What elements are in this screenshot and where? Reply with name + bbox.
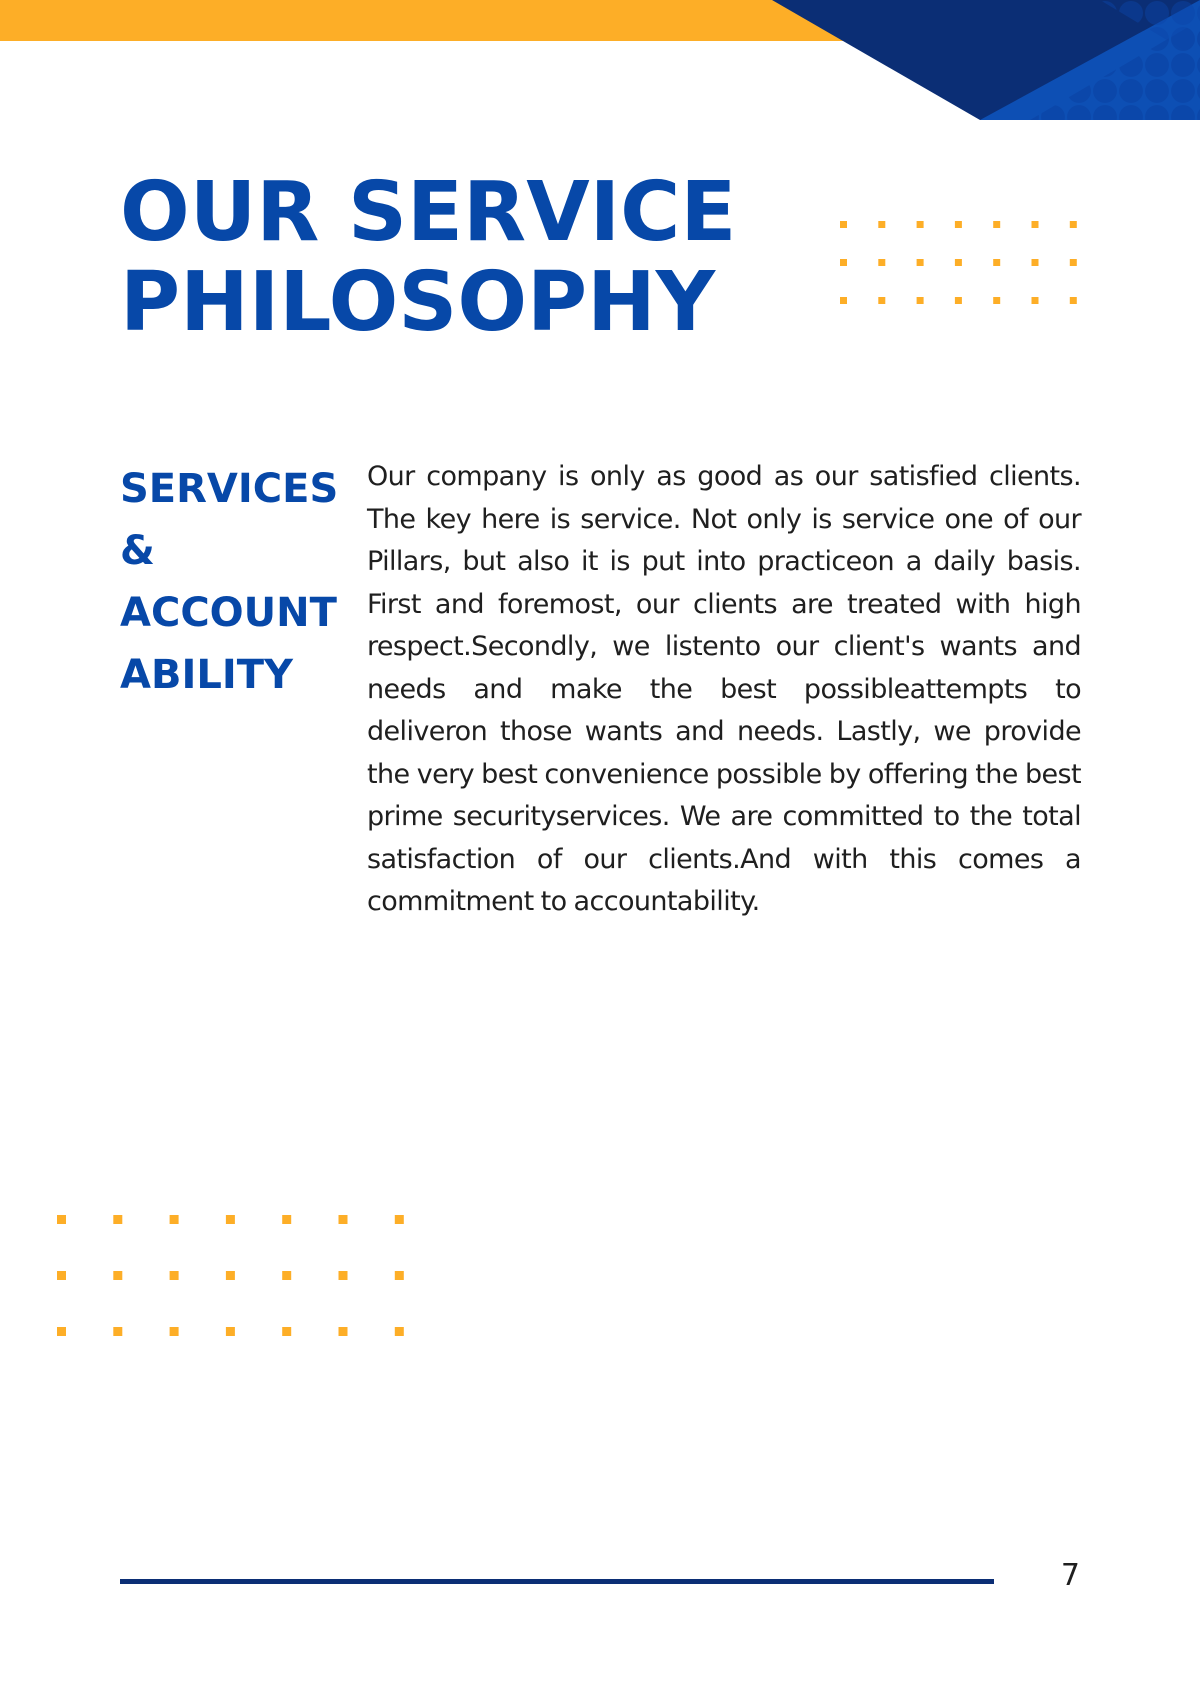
decorative-dot — [878, 259, 885, 266]
decorative-dot — [1032, 221, 1039, 228]
decorative-dot — [57, 1271, 66, 1280]
decorative-dot — [840, 221, 847, 228]
decorative-dot-grid-top — [840, 221, 1080, 309]
decorative-dot — [993, 221, 1000, 228]
decorative-dot — [170, 1271, 179, 1280]
decorative-dot — [1070, 221, 1077, 228]
decorative-dot — [282, 1327, 291, 1336]
decorative-dot — [339, 1327, 348, 1336]
decorative-dot — [282, 1271, 291, 1280]
decorative-dot — [1032, 297, 1039, 304]
decorative-dot — [917, 259, 924, 266]
section-heading — [120, 458, 350, 706]
decorative-dot — [993, 259, 1000, 266]
section-heading-line-1: SERVICES — [120, 466, 339, 512]
decorative-dot — [955, 259, 962, 266]
decorative-dot — [339, 1271, 348, 1280]
decorative-dot — [170, 1215, 179, 1224]
decorative-dot — [395, 1215, 404, 1224]
title-line-1: OUR SERVICE — [120, 165, 737, 260]
decorative-dot — [1070, 297, 1077, 304]
section-heading-line-3: ACCOUNT — [120, 590, 337, 636]
decorative-dot — [282, 1215, 291, 1224]
decorative-dot — [1032, 259, 1039, 266]
page-number: 7 — [1060, 1558, 1080, 1593]
decorative-dot — [993, 297, 1000, 304]
body-paragraph: Our company is only as good as our satisfied clients. The key here is service. Not only is service one of our Pillars, but also it is put into practiceon a daily basis. First and foremost, our clients are treated with high respect.Secondly, we listento our client's wants and needs and make the best possibleattempts to deliveron those wants and needs. Lastly, we provide the very best convenience possible by offering the best prime securityservices. We are committed to the total satisfaction of our clients.And with this comes a commitment to accountability. — [367, 461, 1081, 917]
decorative-dot — [840, 297, 847, 304]
decorative-dot — [113, 1271, 122, 1280]
decorative-dot — [395, 1271, 404, 1280]
decorative-dot — [113, 1327, 122, 1336]
decorative-dot — [57, 1215, 66, 1224]
decorative-dot — [113, 1215, 122, 1224]
decorative-dot — [840, 259, 847, 266]
decorative-dot — [955, 221, 962, 228]
corner-graphic — [0, 0, 1200, 120]
title-line-2: PHILOSOPHY — [120, 255, 716, 350]
decorative-dot — [57, 1327, 66, 1336]
decorative-dot — [917, 221, 924, 228]
footer-divider — [120, 1579, 994, 1584]
decorative-dot — [395, 1327, 404, 1336]
decorative-dot — [170, 1327, 179, 1336]
decorative-dot — [226, 1215, 235, 1224]
page-title — [120, 165, 737, 350]
section-heading-line-2: & — [120, 528, 155, 574]
decorative-dot — [1070, 259, 1077, 266]
section-heading-line-4: ABILITY — [120, 652, 293, 698]
decorative-dot — [878, 221, 885, 228]
decorative-dot — [226, 1271, 235, 1280]
decorative-dot-grid-bottom — [57, 1215, 411, 1340]
decorative-dot — [339, 1215, 348, 1224]
decorative-dot — [955, 297, 962, 304]
decorative-dot — [878, 297, 885, 304]
decorative-dot — [226, 1327, 235, 1336]
decorative-dot — [917, 297, 924, 304]
